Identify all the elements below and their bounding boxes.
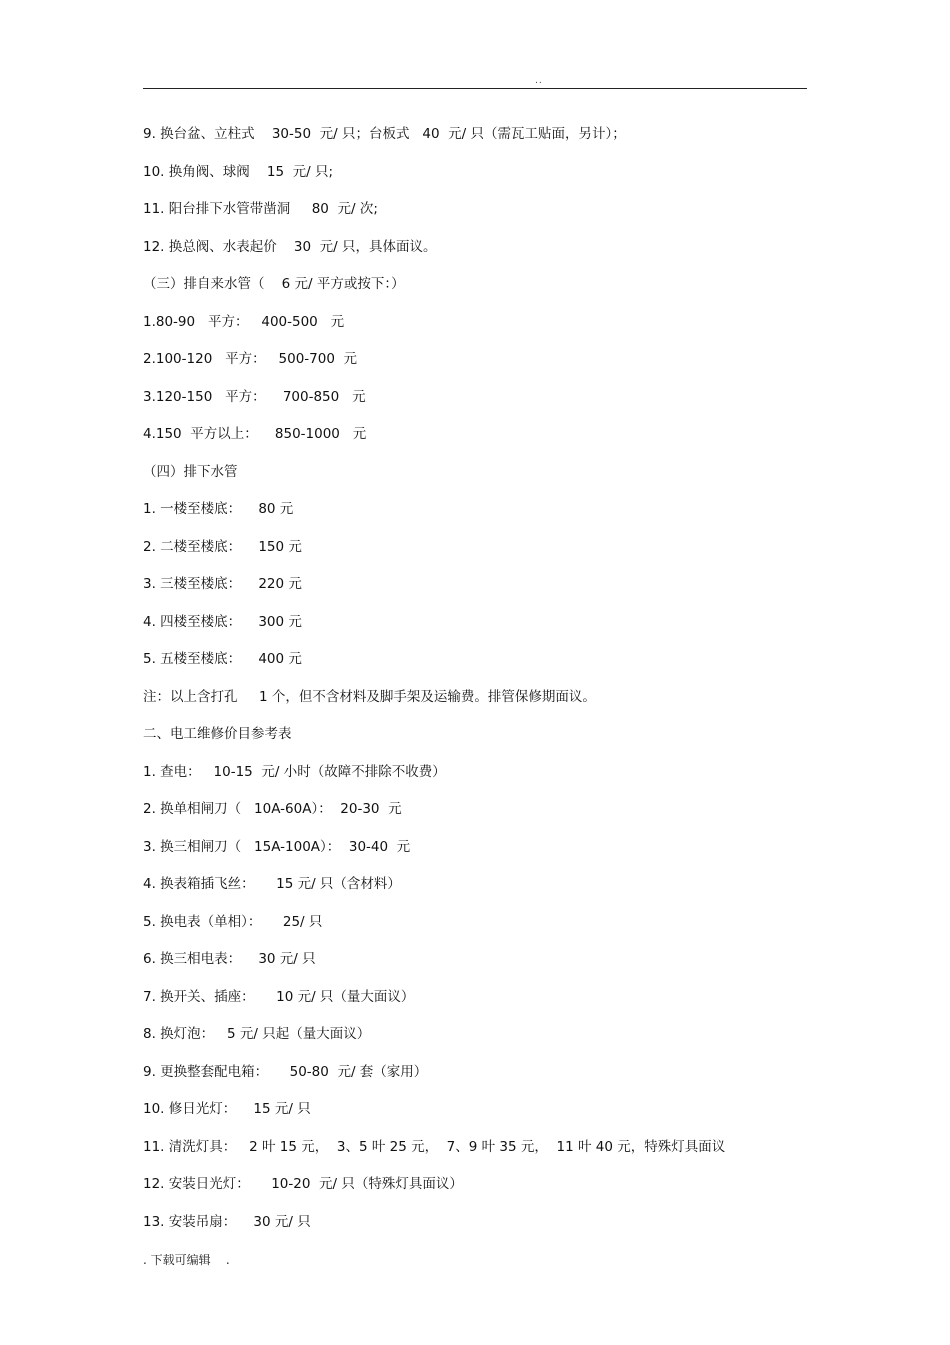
text-line: 12. 换总阀、水表起价 30 元/ 只，具体面议。 [143, 238, 437, 255]
text-line: 4.150 平方以上： 850-1000 元 [143, 426, 367, 442]
section-heading: （三）排自来水管（ 6 元/ 平方或按下：） [143, 276, 405, 292]
text-line: 5. 五楼至楼底： 400 元 [143, 651, 302, 667]
text-line: 12. 安装日光灯： 10-20 元/ 只（特殊灯具面议） [143, 1176, 463, 1192]
document-body [143, 124, 807, 1249]
section-heading: 二、电工维修价目参考表 [143, 726, 292, 742]
header-mark: .. [535, 76, 543, 86]
text-line: 9. 更换整套配电箱： 50-80 元/ 套（家用） [143, 1063, 428, 1080]
text-line: 3.120-150 平方： 700-850 元 [143, 388, 366, 405]
header-rule [143, 88, 807, 89]
footer-text: . 下载可编辑 . [143, 1253, 230, 1267]
text-line: 1.80-90 平方： 400-500 元 [143, 313, 345, 330]
text-line: 10. 换角阀、球阀 15 元/ 只; [143, 163, 334, 180]
text-line: 4. 换表箱插飞丝： 15 元/ 只（含材料） [143, 876, 401, 892]
text-line: 9. 换台盆、立柱式 30-50 元/ 只；台板式 40 元/ 只（需瓦工贴面，另计）； [143, 126, 626, 142]
text-line: 2. 二楼至楼底： 150 元 [143, 538, 302, 555]
text-line: 4. 四楼至楼底： 300 元 [143, 613, 302, 630]
text-line: 1. 一楼至楼底： 80 元 [143, 501, 294, 517]
text-line: 7. 换开关、插座： 10 元/ 只（量大面议） [143, 988, 415, 1005]
text-line: 2. 换单相闸刀（ 10A-60A）： 20-30 元 [143, 801, 402, 817]
text-line: 11. 阳台排下水管带凿洞 80 元/ 次; [143, 201, 378, 217]
text-line: 3. 三楼至楼底： 220 元 [143, 576, 302, 592]
text-line: 6. 换三相电表： 30 元/ 只 [143, 951, 316, 967]
section-heading: （四）排下水管 [143, 463, 238, 480]
text-line: 11. 清洗灯具： 2 叶 15 元， 3、5 叶 25 元， 7、9 叶 35 元， 11 叶 40 元，特殊灯具面议 [143, 1138, 726, 1155]
text-line: 13. 安装吊扇： 30 元/ 只 [143, 1213, 311, 1230]
text-line: 10. 修日光灯： 15 元/ 只 [143, 1101, 311, 1117]
text-line: 3. 换三相闸刀（ 15A-100A）： 30-40 元 [143, 838, 411, 855]
text-line: 5. 换电表（单相）： 25/ 只 [143, 913, 323, 930]
text-line: 2.100-120 平方： 500-700 元 [143, 351, 358, 367]
note-line: 注：以上含打孔 1 个，但不含材料及脚手架及运输费。排管保修期面议。 [143, 688, 596, 705]
text-line: 8. 换灯泡： 5 元/ 只起（量大面议） [143, 1026, 371, 1042]
text-line: 1. 查电： 10-15 元/ 小时（故障不排除不收费） [143, 763, 446, 780]
